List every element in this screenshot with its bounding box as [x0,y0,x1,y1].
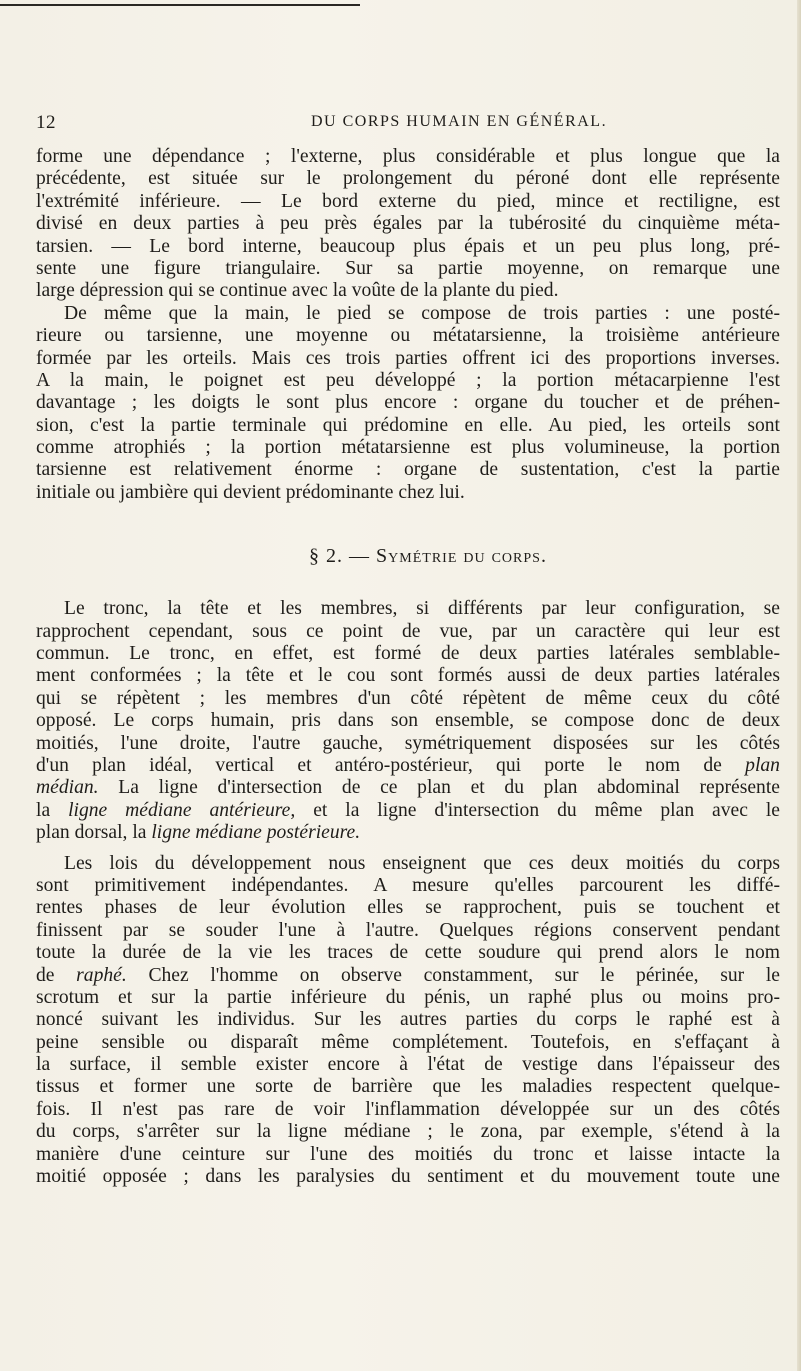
text-line: noncé suivant les individus. Sur les autres parties du corps le raphé est à [36,1009,780,1031]
paragraph-1 [36,146,780,303]
section-number: § 2. — [309,545,371,568]
text-run: Chez l'homme on observe constamment, sur le périnée, sur le [126,964,780,986]
text-line: forme une dépendance ; l'externe, plus considérable et plus longue que la [36,146,780,167]
paragraph-2 [36,303,780,505]
text-line: toute la durée de la vie les traces de cette soudure qui prend alors le nom [36,942,780,964]
text-line: moitié opposée ; dans les paralysies du sentiment et du mouvement toute une [36,1166,780,1188]
text-run: plan dorsal, la [36,822,152,844]
text-line: rieure ou tarsienne, une moyenne ou métatarsienne, la troisième antérieure [36,325,780,347]
text-run: d'un plan idéal, vertical et antéro-postérieur, qui porte le nom de [36,754,722,776]
text-line [36,800,780,822]
text-line: peine sensible ou disparaît même complétement. Toutefois, en s'effaçant à [36,1031,780,1053]
paragraph-3 [36,598,780,844]
text-line: fois. Il n'est pas rare de voir l'inflammation développée sur un des côtés [36,1098,780,1120]
italic-term: médian. [36,777,99,799]
section-title: Symétrie du corps. [376,545,547,568]
running-title: DU CORPS HUMAIN EN GÉNÉRAL. [311,113,608,130]
text-line: finissent par se souder l'une à l'autre. Quelques régions conservent pendant [36,919,780,941]
text-line: Le tronc, la tête et les membres, si différents par leur configuration, se [64,598,780,620]
body-text [36,146,780,1188]
text-line: précédente, est située sur le prolongement du péroné dont elle représente [36,168,780,190]
text-run: de [36,964,77,986]
text-line: sion, c'est la partie terminale qui prédomine en elle. Au pied, les orteils sont [36,414,780,436]
text-line: De même que la main, le pied se compose de trois parties : une posté- [64,302,780,324]
italic-term: raphé. [76,964,127,986]
section-heading [36,544,780,592]
text-run: et la ligne d'intersection du même plan avec le [295,799,780,821]
text-line: moitiés, l'une droite, l'autre gauche, symétriquement disposées sur les côtés [36,732,780,754]
text-line: davantage ; les doigts le sont plus encore : organe du toucher et de préhen- [36,392,780,414]
page-number: 12 [36,112,56,133]
text-line: rentes phases de leur évolution elles se rapprochent, puis se touchent et [36,897,780,919]
text-line: du corps, s'arrêter sur la ligne médiane ; le zona, par exemple, s'étend à la [36,1121,780,1143]
text-line [36,965,780,987]
page-edge [797,0,801,1371]
text-line: rapprochent cependant, sous ce point de vue, par un caractère qui leur est [36,620,780,642]
text-line [36,755,780,777]
italic-term: ligne médiane postérieure. [151,822,361,844]
text-run: la [36,799,69,821]
italic-term: ligne médiane antérieure, [68,799,296,821]
text-line: tissus et former une sorte de barrière que les maladies respectent quelque- [36,1076,780,1098]
paragraph-gap [36,845,780,853]
text-line: qui se répètent ; les membres d'un côté répètent de même ceux du côté [36,687,780,709]
italic-term: plan [745,754,780,776]
text-line: divisé en deux parties à peu près égales par la tubérosité du cinquième méta- [36,213,780,235]
text-line: commun. Le tronc, en effet, est formé de deux parties latérales semblable- [36,643,780,665]
text-line: la surface, il semble exister encore à l'état de vestige dans l'épaisseur des [36,1054,780,1076]
text-line: tarsien. — Le bord interne, beaucoup plus épais et un peu plus long, pré- [36,235,780,257]
text-line: opposé. Le corps humain, pris dans son ensemble, se compose donc de deux [36,710,780,732]
text-line: large dépression qui se continue avec la voûte de la plante du pied. [36,280,559,302]
text-line: A la main, le poignet est peu développé ; la portion métacarpienne l'est [36,369,780,391]
text-line: ment conformées ; la tête et le cou sont formés aussi de deux parties latérales [36,665,780,687]
text-line: l'extrémité inférieure. — Le bord externe du pied, mince et rectiligne, est [36,190,780,212]
text-line: scrotum et sur la partie inférieure du pénis, un raphé plus ou moins pro- [36,986,780,1008]
text-line: sente une figure triangulaire. Sur sa partie moyenne, on remarque une [36,257,780,279]
text-line: manière d'une ceinture sur l'une des moitiés du tronc et laisse intacte la [36,1143,780,1165]
running-head [36,112,776,136]
text-line: Les lois du développement nous enseignent que ces deux moitiés du corps [64,852,780,874]
text-line: tarsienne est relativement énorme : organe de sustentation, c'est la partie [36,459,780,481]
text-line: initiale ou jambière qui devient prédominante chez lui. [36,481,465,503]
text-line: formée par les orteils. Mais ces trois parties offrent ici des proportions inverses. [36,347,780,369]
top-rule [0,4,360,6]
text-line: comme atrophiés ; la portion métatarsienne est plus volumineuse, la portion [36,437,780,459]
paragraph-4 [36,853,780,1189]
text-line: sont primitivement indépendantes. A mesure qu'elles parcourent les diffé- [36,874,780,896]
text-line [36,822,780,844]
text-run: La ligne d'intersection de ce plan et du plan abdominal représente [98,777,780,799]
text-line [36,777,780,799]
